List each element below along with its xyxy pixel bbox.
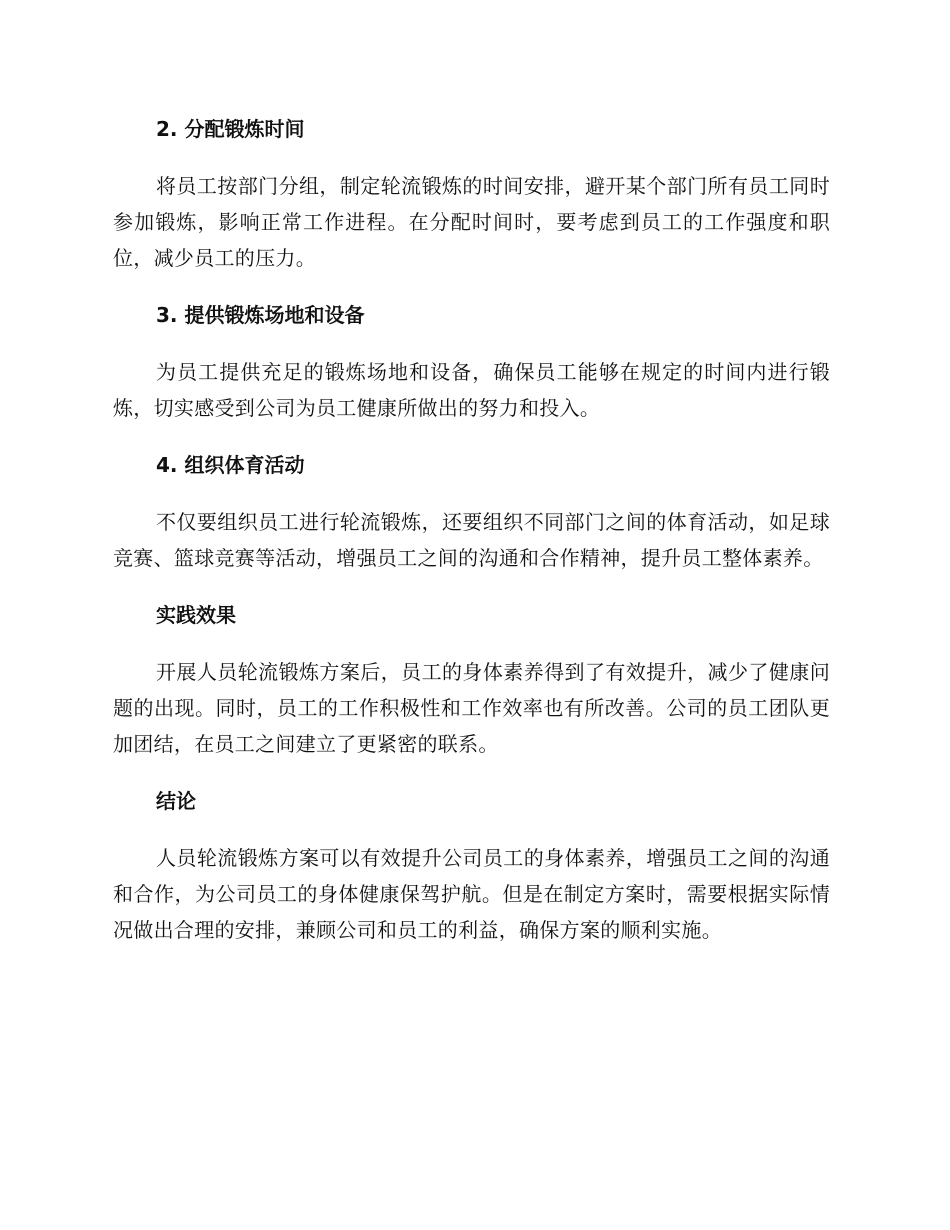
section-heading-allocate-time: 2. 分配锻炼时间 (156, 117, 305, 141)
document-page (113, 112, 830, 970)
section-heading-sports-activities: 4. 组织体育活动 (156, 453, 305, 477)
section-heading-conclusion: 结论 (156, 789, 196, 813)
section-paragraph-practice-results: 开展人员轮流锻炼方案后，员工的身体素养得到了有效提升，减少了健康问题的出现。同时，员工的工作积极性和工作效率也有所改善。公司的员工团队更加团结，在员工之间建立了更紧密的联系。 (113, 660, 830, 756)
section-paragraph-sports-activities: 不仅要组织员工进行轮流锻炼，还要组织不同部门之间的体育活动，如足球竞赛、篮球竞赛等活动，增强员工之间的沟通和合作精神，提升员工整体素养。 (113, 510, 830, 570)
section-heading-venue-equipment: 3. 提供锻炼场地和设备 (156, 303, 365, 327)
section-paragraph-allocate-time: 将员工按部门分组，制定轮流锻炼的时间安排，避开某个部门所有员工同时参加锻炼，影响正常工作进程。在分配时间时，要考虑到员工的工作强度和职位，减少员工的压力。 (113, 174, 830, 270)
section-paragraph-venue-equipment: 为员工提供充足的锻炼场地和设备，确保员工能够在规定的时间内进行锻炼，切实感受到公司为员工健康所做出的努力和投入。 (113, 360, 830, 420)
section-paragraph-conclusion: 人员轮流锻炼方案可以有效提升公司员工的身体素养，增强员工之间的沟通和合作，为公司员工的身体健康保驾护航。但是在制定方案时，需要根据实际情况做出合理的安排，兼顾公司和员工的利益，确保方案的顺利实施。 (113, 846, 830, 942)
section-heading-practice-results: 实践效果 (156, 603, 236, 627)
